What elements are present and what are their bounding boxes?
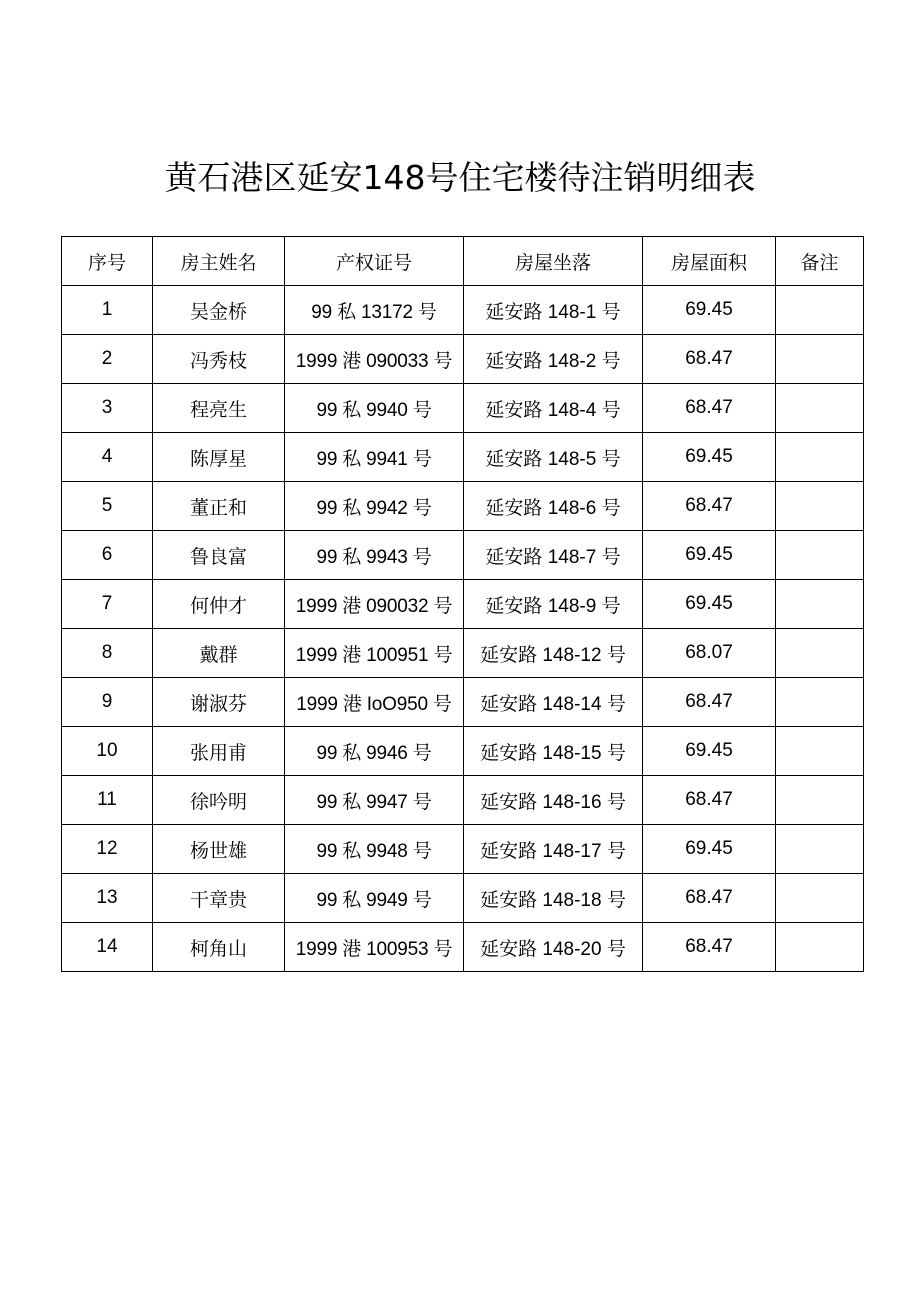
cell-area: 68.47 xyxy=(643,384,776,433)
cell-owner: 程亮生 xyxy=(153,384,285,433)
cell-area: 68.47 xyxy=(643,678,776,727)
cell-address: 延安路 148-1 号 xyxy=(464,286,643,335)
cell-area: 69.45 xyxy=(643,825,776,874)
cell-seq: 9 xyxy=(62,678,153,727)
cell-note xyxy=(776,286,864,335)
cell-address: 延安路 148-2 号 xyxy=(464,335,643,384)
cell-note xyxy=(776,776,864,825)
cell-owner: 戴群 xyxy=(153,629,285,678)
cell-owner: 冯秀枝 xyxy=(153,335,285,384)
table-row xyxy=(62,286,864,335)
cell-area: 69.45 xyxy=(643,580,776,629)
cell-owner: 谢淑芬 xyxy=(153,678,285,727)
cell-seq: 3 xyxy=(62,384,153,433)
cell-cert: 99 私 9940 号 xyxy=(285,384,464,433)
cell-owner: 干章贵 xyxy=(153,874,285,923)
cell-seq: 13 xyxy=(62,874,153,923)
cell-cert: 99 私 9941 号 xyxy=(285,433,464,482)
cell-area: 68.47 xyxy=(643,923,776,972)
cell-cert: 1999 港 100953 号 xyxy=(285,923,464,972)
cell-address: 延安路 148-20 号 xyxy=(464,923,643,972)
cell-address: 延安路 148-18 号 xyxy=(464,874,643,923)
table-row xyxy=(62,580,864,629)
table-row xyxy=(62,874,864,923)
table-row xyxy=(62,531,864,580)
table-row xyxy=(62,678,864,727)
table-row xyxy=(62,482,864,531)
table-row xyxy=(62,923,864,972)
cell-cert: 99 私 9943 号 xyxy=(285,531,464,580)
cell-cert: 1999 港 090032 号 xyxy=(285,580,464,629)
cell-seq: 6 xyxy=(62,531,153,580)
cell-seq: 8 xyxy=(62,629,153,678)
table-row xyxy=(62,629,864,678)
cell-cert: 99 私 13172 号 xyxy=(285,286,464,335)
cell-note xyxy=(776,678,864,727)
cell-note xyxy=(776,629,864,678)
cell-owner: 杨世雄 xyxy=(153,825,285,874)
cell-address: 延安路 148-14 号 xyxy=(464,678,643,727)
cell-address: 延安路 148-5 号 xyxy=(464,433,643,482)
cell-area: 68.07 xyxy=(643,629,776,678)
cell-cert: 1999 港 090033 号 xyxy=(285,335,464,384)
cell-cert: 99 私 9947 号 xyxy=(285,776,464,825)
cell-cert: 99 私 9942 号 xyxy=(285,482,464,531)
cell-note xyxy=(776,580,864,629)
cell-area: 69.45 xyxy=(643,531,776,580)
cell-seq: 1 xyxy=(62,286,153,335)
cell-cert: 1999 港 100951 号 xyxy=(285,629,464,678)
cell-owner: 吴金桥 xyxy=(153,286,285,335)
cell-owner: 鲁良富 xyxy=(153,531,285,580)
cell-seq: 12 xyxy=(62,825,153,874)
cell-note xyxy=(776,384,864,433)
cell-address: 延安路 148-4 号 xyxy=(464,384,643,433)
cell-area: 68.47 xyxy=(643,482,776,531)
cell-owner: 何仲才 xyxy=(153,580,285,629)
cell-owner: 柯角山 xyxy=(153,923,285,972)
table-row xyxy=(62,335,864,384)
header-area: 房屋面积 xyxy=(643,237,776,286)
cell-address: 延安路 148-12 号 xyxy=(464,629,643,678)
table-row xyxy=(62,727,864,776)
cell-note xyxy=(776,531,864,580)
table-row xyxy=(62,433,864,482)
cell-cert: 1999 港 IoO950 号 xyxy=(285,678,464,727)
table-row xyxy=(62,776,864,825)
cell-note xyxy=(776,825,864,874)
table-row xyxy=(62,825,864,874)
cell-seq: 11 xyxy=(62,776,153,825)
cell-owner: 徐吟明 xyxy=(153,776,285,825)
cell-cert: 99 私 9949 号 xyxy=(285,874,464,923)
cell-area: 69.45 xyxy=(643,286,776,335)
cell-note xyxy=(776,923,864,972)
cell-note xyxy=(776,482,864,531)
cell-owner: 董正和 xyxy=(153,482,285,531)
cell-address: 延安路 148-6 号 xyxy=(464,482,643,531)
cell-note xyxy=(776,433,864,482)
cell-seq: 10 xyxy=(62,727,153,776)
cell-seq: 5 xyxy=(62,482,153,531)
cell-seq: 7 xyxy=(62,580,153,629)
cell-area: 69.45 xyxy=(643,433,776,482)
cell-owner: 张用甫 xyxy=(153,727,285,776)
table-body xyxy=(62,286,864,972)
header-cert: 产权证号 xyxy=(285,237,464,286)
cell-address: 延安路 148-9 号 xyxy=(464,580,643,629)
cell-owner: 陈厚星 xyxy=(153,433,285,482)
cell-note xyxy=(776,874,864,923)
table-header-row xyxy=(62,237,864,286)
register-table xyxy=(61,236,864,972)
cell-cert: 99 私 9946 号 xyxy=(285,727,464,776)
page-title: 黄石港区延安148号住宅楼待注销明细表 xyxy=(164,158,756,197)
cell-seq: 4 xyxy=(62,433,153,482)
cell-note xyxy=(776,727,864,776)
cell-address: 延安路 148-15 号 xyxy=(464,727,643,776)
cell-seq: 14 xyxy=(62,923,153,972)
header-note: 备注 xyxy=(776,237,864,286)
cell-area: 69.45 xyxy=(643,727,776,776)
cell-area: 68.47 xyxy=(643,776,776,825)
cell-area: 68.47 xyxy=(643,874,776,923)
cell-address: 延安路 148-7 号 xyxy=(464,531,643,580)
header-seq: 序号 xyxy=(62,237,153,286)
header-owner: 房主姓名 xyxy=(153,237,285,286)
header-address: 房屋坐落 xyxy=(464,237,643,286)
cell-address: 延安路 148-17 号 xyxy=(464,825,643,874)
cell-note xyxy=(776,335,864,384)
cell-seq: 2 xyxy=(62,335,153,384)
cell-address: 延安路 148-16 号 xyxy=(464,776,643,825)
cell-cert: 99 私 9948 号 xyxy=(285,825,464,874)
table-row xyxy=(62,384,864,433)
cell-area: 68.47 xyxy=(643,335,776,384)
